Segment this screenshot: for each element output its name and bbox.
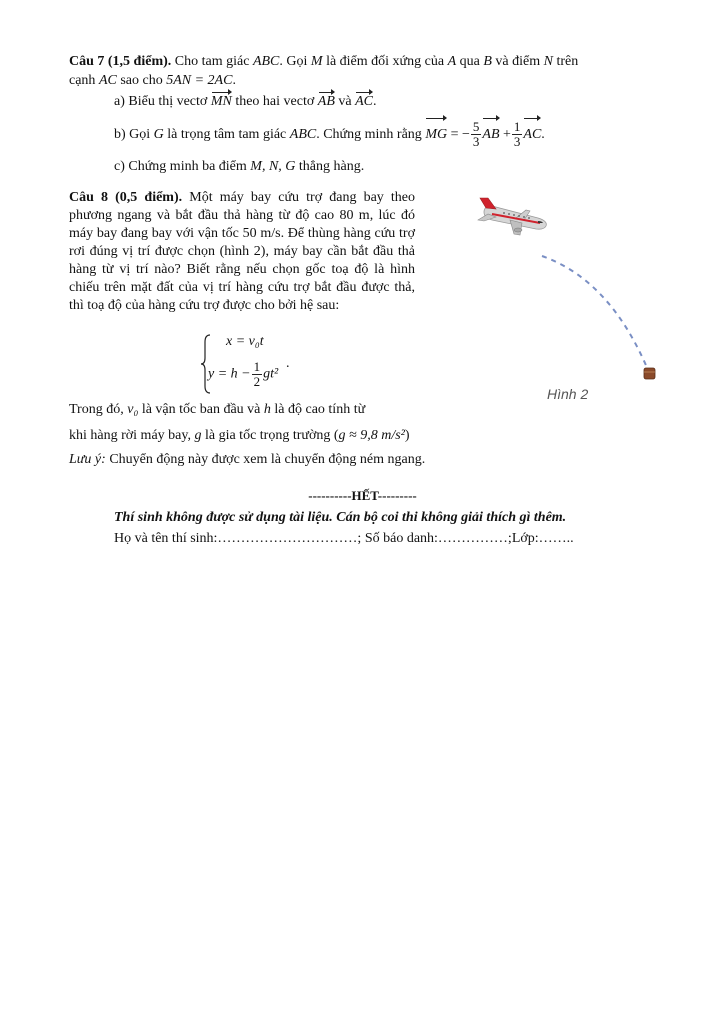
q7-text: là điểm đối xứng của [326,54,445,69]
q7-text: Cho tam giác [174,54,250,69]
q7c-text: thẳng hàng. [298,159,365,174]
math-g: g [194,428,202,443]
note-text: Chuyển động này được xem là chuyển động ném ngang. [109,452,426,467]
q8-note [69,451,425,469]
q8-text: khi hàng rời máy bay, [69,428,191,443]
q8-after-2 [69,427,410,445]
q7a-label: a) Biểu thị vectơ [114,94,208,109]
fraction-5-3 [471,120,482,149]
math-a: A [447,54,457,69]
q7-part-c [114,158,364,176]
vector-ac: AC [355,94,373,109]
fraction-denominator: 3 [472,134,480,150]
candidate-info: Họ và tên thí sinh:…………………………; Số báo danh:……………;Lớp:…….. [114,531,574,546]
equation-x: x = v₀t [226,334,264,349]
figure-label: Hình 2 [547,386,589,402]
math-condition: 5AN = 2AC [166,73,233,88]
math-points: M, N, G [250,159,296,174]
math-n: N [543,54,553,69]
fraction-numerator: 1 [253,359,261,374]
fraction-denominator: 2 [253,374,261,389]
math-operator: = − [450,127,470,142]
q8-text: là vận tốc ban đầu và [141,402,261,417]
math-abc: ABC [252,54,280,69]
q7-text: cạnh [69,73,96,88]
math-abc: ABC [289,127,317,142]
q7-line-1 [69,53,578,71]
fraction-numerator: 5 [472,119,480,135]
figure-2 [470,190,680,400]
vector-ab: AB [317,94,335,109]
equation-y-right: gt² [263,366,279,382]
vector-ac: AC [523,119,541,151]
fraction-numerator: 1 [513,119,521,135]
trajectory-path [542,256,648,370]
note-label: Lưu ý: [69,452,106,467]
q7b-text: . [541,127,545,142]
end-mark: ----------HẾT--------- [308,488,417,503]
exam-notice: Thí sinh không được sử dụng tài liệu. Cán bộ coi thi không giải thích gì thêm. [114,510,567,525]
math-v0: v₀ [127,402,139,417]
q7-line-2 [69,72,236,90]
q7-part-a [114,93,376,111]
math-m: M [310,54,323,69]
q8-after-1 [69,401,365,419]
vector-mg: MG [425,119,447,151]
q7-text: qua [459,54,480,69]
q8-title: Câu 8 (0,5 điểm). [69,190,183,205]
q7-text: . [232,73,236,88]
q7-text: trên [556,54,579,69]
math-g: G [153,127,164,142]
fraction-denominator: 3 [513,134,521,150]
q7a-text: . [372,94,377,109]
q8-text: Trong đó, [69,402,124,417]
q7-text: sao cho [120,73,163,88]
q8-paragraph [69,189,415,315]
q8-text: là độ cao tính từ [274,402,366,417]
q8-text: là gia tốc trọng trường ( [204,428,339,443]
q7a-text: và [338,94,352,109]
q7a-text: theo hai vectơ [235,94,315,109]
q7-part-b [114,119,545,151]
equation-y [208,360,278,389]
equation-y-left: y = h − [208,366,251,382]
fraction-1-2 [252,360,263,389]
math-h: h [263,402,271,417]
q7c-label: c) Chứng minh ba điểm [114,159,247,174]
q7b-text: là trọng tâm tam giác [167,127,287,142]
q7b-text: . Chứng minh rằng [316,127,422,142]
math-b: B [483,54,492,69]
vector-mn: MN [210,94,232,109]
q7-text: . Gọi [279,54,308,69]
fraction-1-3 [512,120,523,149]
q8-text: ) [404,428,410,443]
q7b-label: b) Gọi [114,127,151,142]
package-icon [644,368,655,379]
math-operator: + [503,127,511,142]
vector-ab: AB [482,119,499,151]
q7-title: Câu 7 (1,5 điểm). [69,54,172,69]
airplane-icon [478,198,546,235]
math-ac: AC [98,73,117,88]
math-g-value: g ≈ 9,8 m/s² [338,428,405,443]
equation-end: . [286,356,290,371]
equation-system [200,334,300,394]
q8-text: Một máy bay cứu trợ đang bay theo phương ngang và bắt đầu thả hàng từ độ cao 80 m, lúc đó máy bay đang bay với vận tốc 50 m/s. Để thùng hàng cứu trợ rơi đúng vị trí được chọn (hình 2), máy bay cần bắt đầu thả hàng từ vị trí nào? Biết rằng nếu chọn gốc toạ độ là hình chiếu trên mặt đất của vị trí hàng cứu trợ bắt đầu được thả, thì toạ độ của hàng cứu trợ được cho bởi hệ sau: [69,190,415,313]
q7-text: và điểm [495,54,541,69]
